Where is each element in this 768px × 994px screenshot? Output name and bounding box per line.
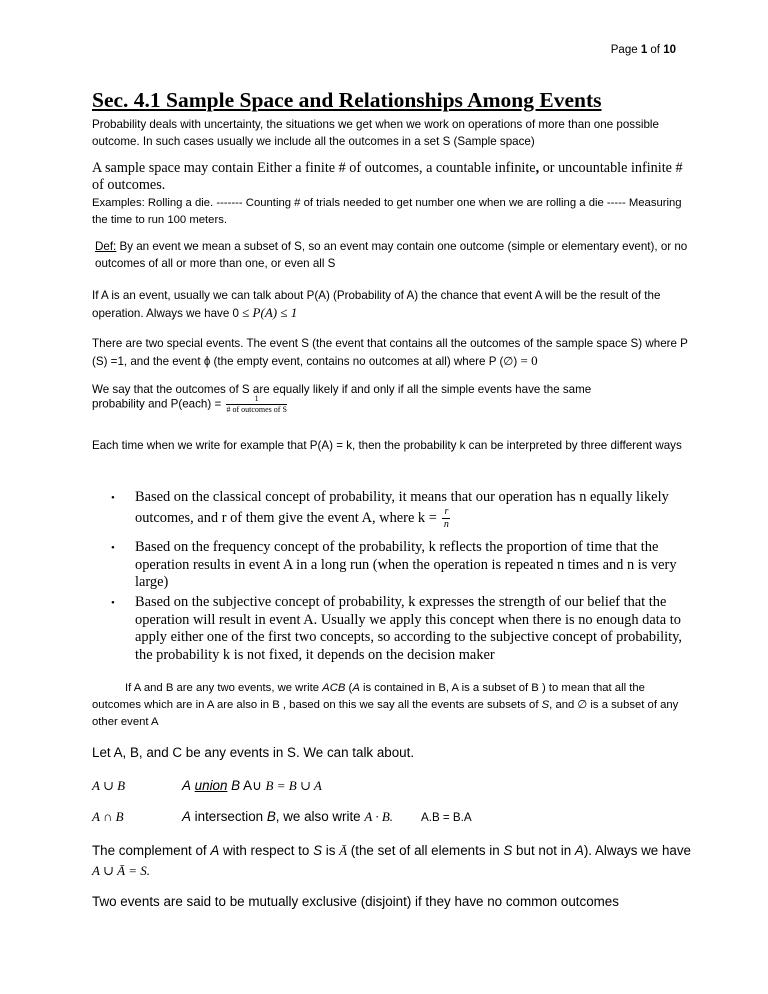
subset-paragraph: If A and B are any two events, we write ACB (A is contained in B, A is a subset of B ) to mean that all the outcomes which are in A are also in B , based on this we say all the events are subsets of S, and ∅ is a subset of any other event A: [92, 682, 679, 728]
special-events-paragraph: There are two special events. The event S (the event that contains all the outcomes of the sample space S) where P (S) =1, and the event ϕ (the empty event, contains no outcomes at all) where P (∅) = 0: [92, 337, 688, 368]
mutually-exclusive-line: Two events are said to be mutually exclusive (disjoint) if they have no common outcomes: [92, 894, 619, 909]
interpretation-paragraph: Each time when we write for example that P(A) = k, then the probability k can be interpreted by three different ways: [92, 439, 682, 452]
definition-label: Def:: [95, 240, 117, 253]
classical-fraction: $\frac{r}{n}$: [443, 505, 449, 530]
equally-likely-paragraph: We say that the outcomes of S are equally likely if and only if all the simple events have the same probability and P(each) = $\frac{1}{\text{\# of outcomes of S}}$: [92, 383, 592, 414]
complement-paragraph: The complement of A with respect to S is Ā (the set of all elements in S but not in A). Always we have A ∪ Ā = S.: [92, 843, 691, 878]
section-title: Sec. 4.1 Sample Space and Relationships Among Events: [92, 88, 602, 112]
sample-space-paragraph: A sample space may contain Either a finite # of outcomes, a countable infinite, or uncountable infinite # of outcomes.: [92, 160, 683, 193]
examples-paragraph: Examples: Rolling a die. ------- Counting # of trials needed to get number one when we are rolling a die ----- Measuring the time to run 100 meters.: [92, 197, 682, 226]
definition-paragraph: Def: By an event we mean a subset of S, so an event may contain one outcome (simple or elementary event), or no outcomes of all or more than one, or even all S: [95, 240, 688, 270]
intro-paragraph: Probability deals with uncertainty, the situations we get when we work on operations of more than one possible outcome. In such cases usually we include all the outcomes in a set S (Sample space): [92, 118, 659, 148]
probability-event-paragraph: If A is an event, usually we can talk about P(A) (Probability of A) the chance that event A will be the result of the operation. Always we have 0 ≤ P(A) ≤ 1: [92, 289, 661, 320]
bullet-icon: •: [111, 492, 115, 504]
page-number: Page 1 of 10: [610, 44, 676, 56]
bullet-icon: •: [111, 597, 115, 609]
union-row: A ∪ B A union B A∪ B = B ∪ A: [92, 778, 322, 793]
equally-likely-fraction: $\frac{1}{\text{\# of outcomes of S}}$: [226, 394, 287, 414]
bullet-icon: •: [111, 542, 115, 554]
let-events-line: Let A, B, and C be any events in S. We can talk about.: [92, 745, 415, 760]
document-page: Page 1 of 10 Sec. 4.1 Sample Space and Relationships Among Events Probability deals with uncertainty, the situations we get when we work on operations of more than one possible outcome. In such cases usually we include all the outcomes in a set S (Sample space) A sample space may contain Either a finite # of outcomes, a countable infinite, or uncountable infinite # of outcomes. Examples: Rolling a die. ------- Counting # of trials needed to get number one when we are rolling a die ----- Measuring the time to run 100 meters. Def: By an event we mean a subset of S, so an event may contain one outcome (simple or elementary event), or no outcomes of all or more than one, or even all S If A is an event, usually we can talk about P(A) (Probability of A) the chance that event A will be the result of the operation. Always we have 0 ≤ P(A) ≤ 1 There are two special events. The event S (the event that contains all the outcomes of the sample space S) where P (S) =1, and the event ϕ (the empty event, contains no outcomes at all) where P (∅) = 0 We say that the outcomes of S are equally likely if and only if all the simple events have the same probability and P(each) = $\frac{1}{\text{\# of outcomes of S}}$ Each time when we write for example that P(A) = k, then the probability k can be interpreted by three different ways • Based on the classical concept of probability, it means that our operation has n equally likely outcomes, and r of them give the event A, where k = $\frac{r}{n}$ • Based on the frequency concept of the probability, k reflects the proportion of time that the operation results in event A in a long run (when the operation is repeated n times and n is very large) • Based on the subjective concept of probability, k expresses the strength of our belief that the operation will result in event A. Usually we apply this concept when there is no enough data to apply either one of the first two concepts, so according to the subjective concept of probability, the probability k is not fixed, it depends on the decision maker If A and B are any two events, we write ACB (A is contained in B, A is a subset of B ) to mean that all the outcomes which are in A are also in B , based on this we say all the events are subsets of S, and ∅ is a subset of any other event A Let A, B, and C be any events in S. We can talk about. A ∪ B A union B A∪ B = B ∪ A A ∩ B A intersection B, we also write A · B. A.B = B.A The complement of A with respect to S is Ā (the set of all elements in S but not in A). Always we have A ∪ Ā = S. Two events are said to be mutually exclusive (disjoint) if they have no common outcomes: [92, 44, 691, 909]
intersection-row: A ∩ B A intersection B, we also write A · B. A.B = B.A: [92, 809, 472, 824]
union-symbol: A ∪ B: [92, 778, 126, 793]
intersection-symbol: A ∩ B: [92, 809, 124, 824]
